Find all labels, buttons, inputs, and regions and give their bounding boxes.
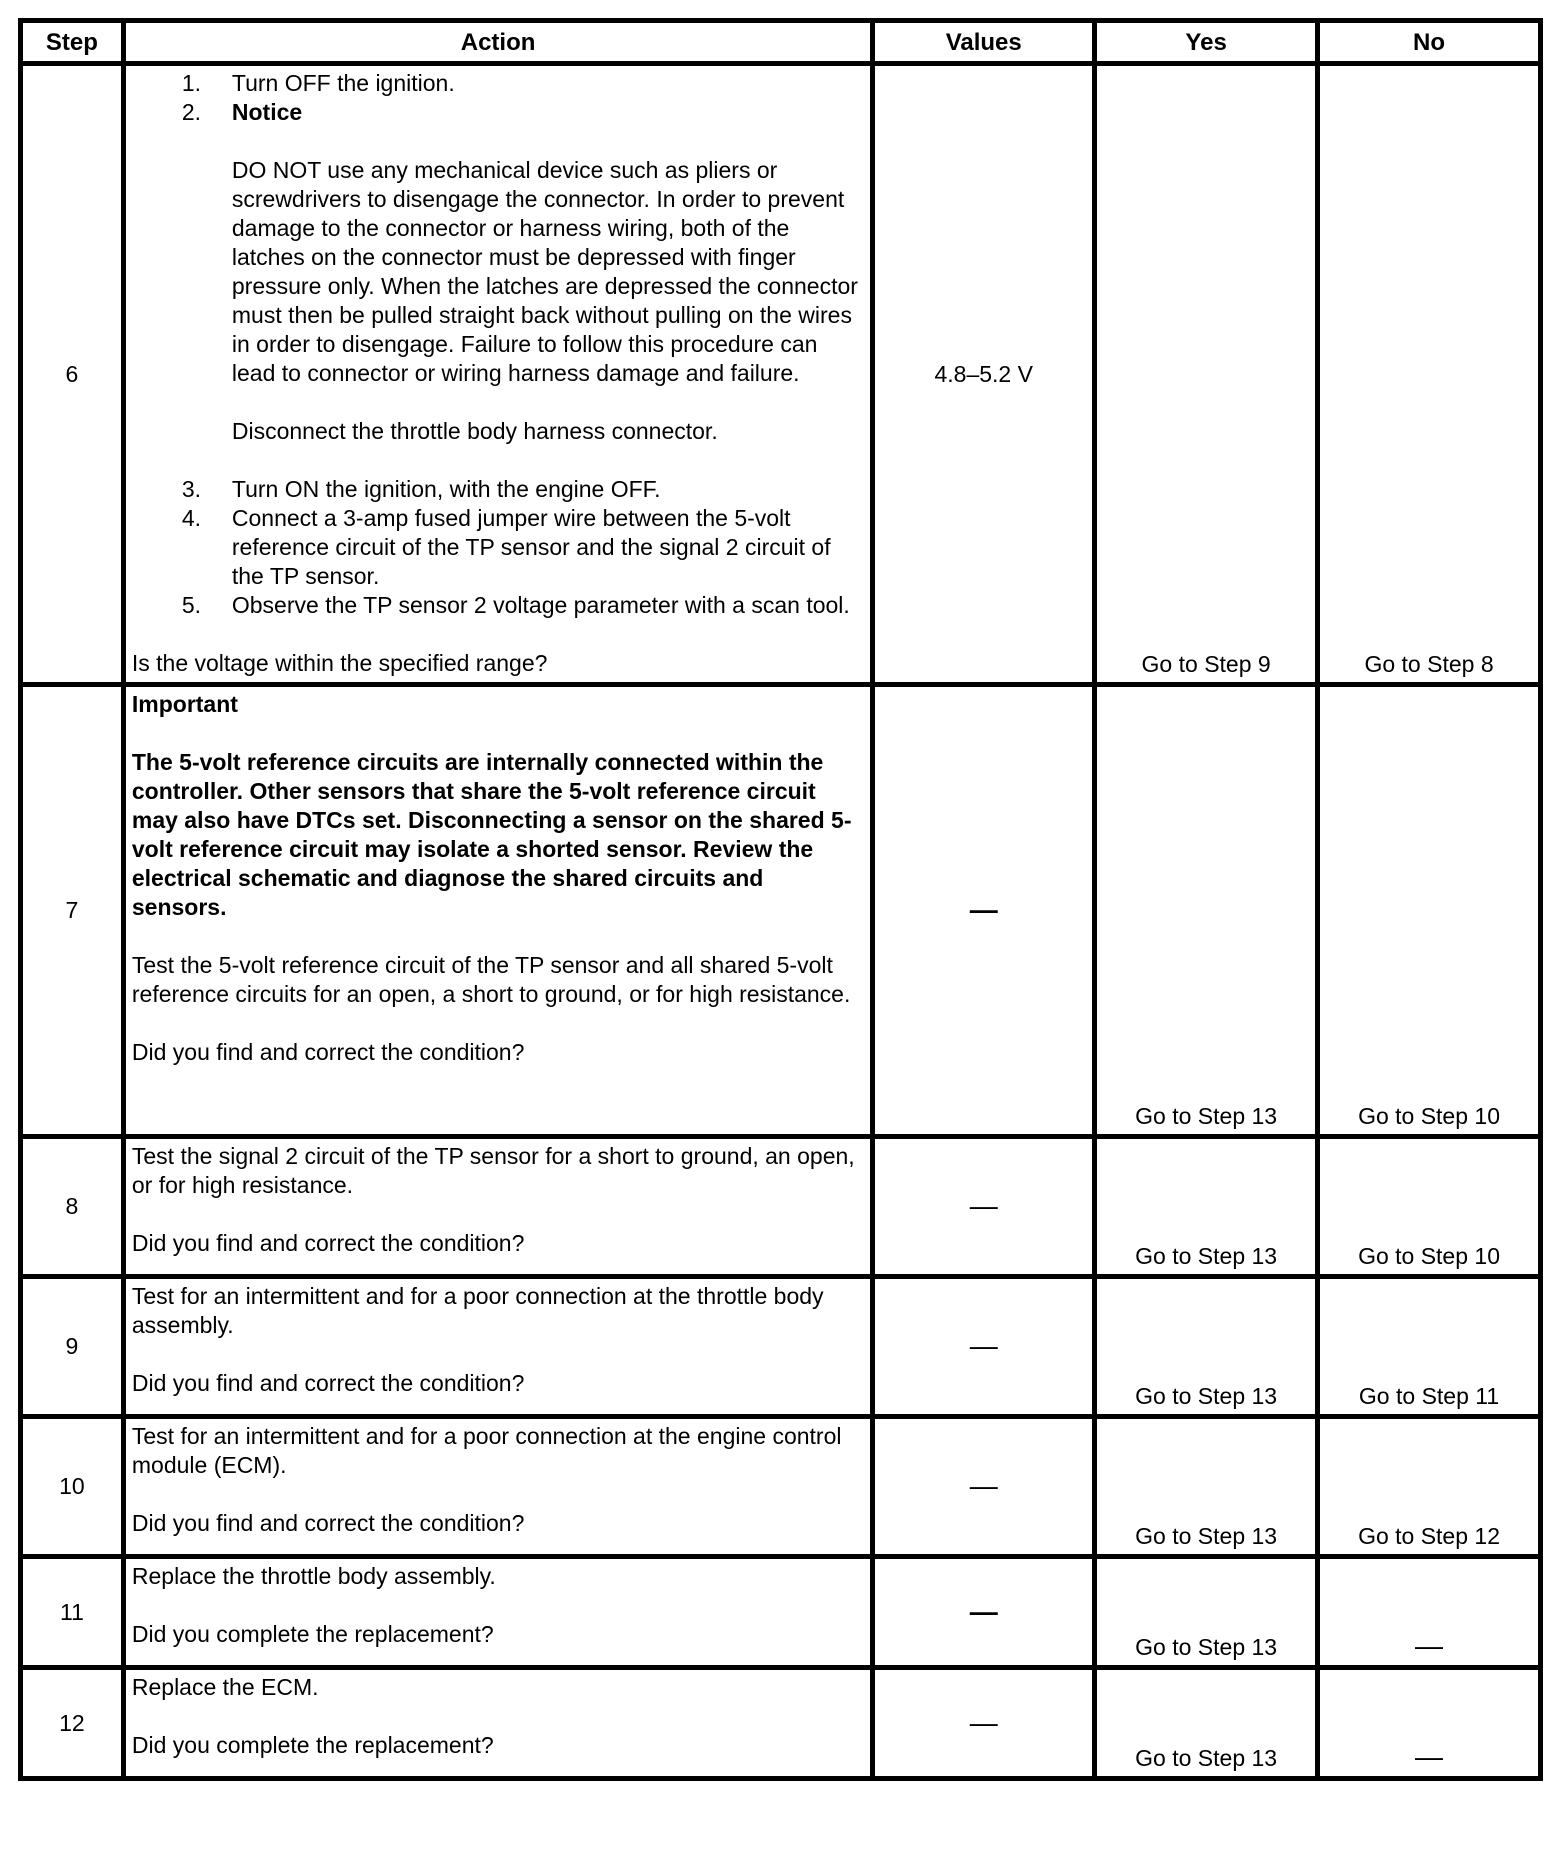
list-text: Connect a 3-amp fused jumper wire between the 5-volt reference circuit of the TP sensor and the signal 2 circuit of the TP sensor. [231,505,831,589]
yes-cell: Go to Step 13 [1095,1668,1318,1779]
step-number: 9 [21,1277,124,1417]
step-number: 11 [21,1557,124,1668]
action-text: Test the 5-volt reference circuit of the TP sensor and all shared 5-volt reference circuits for an open, a short to ground, or for high resistance. [131,952,851,1007]
yes-cell: Go to Step 9 [1095,64,1318,685]
list-item [132,98,864,127]
table-row-step-6 [21,64,1541,685]
table-row-step-10 [21,1417,1541,1557]
yes-cell: Go to Step 13 [1095,1557,1318,1668]
header-step: Step [21,21,124,64]
question-text: Did you complete the replacement? [131,1732,494,1758]
list-text: Turn ON the ignition, with the engine OFF. [231,476,661,502]
no-dash: — [1415,1630,1444,1661]
question-text: Did you find and correct the condition? [131,1230,525,1256]
list-item [132,475,864,504]
table-row-step-11 [21,1557,1541,1668]
list-number: 5. [181,592,202,618]
notice-heading: Notice [231,99,303,125]
header-row [21,21,1541,64]
no-cell [1318,1557,1541,1668]
no-cell [1318,1668,1541,1779]
step-number: 6 [21,64,124,685]
action-cell [123,64,872,685]
list-item [132,591,864,620]
step-number: 7 [21,685,124,1137]
header-values: Values [873,21,1095,64]
values-cell [873,1277,1095,1417]
header-no: No [1318,21,1541,64]
yes-cell: Go to Step 13 [1095,685,1318,1137]
table-row-step-9 [21,1277,1541,1417]
step-number: 12 [21,1668,124,1779]
list-number: 3. [181,476,202,502]
question-text: Did you find and correct the condition? [131,1039,525,1065]
action-cell [123,1137,872,1277]
action-text: Replace the throttle body assembly. [131,1563,496,1589]
value-dash: — [969,1330,998,1361]
values-cell: 4.8–5.2 V [873,64,1095,685]
action-list [132,475,864,620]
action-text: Test for an intermittent and for a poor connection at the engine control module (ECM). [131,1423,842,1478]
action-list [132,69,864,127]
yes-cell: Go to Step 13 [1095,1277,1318,1417]
list-number: 1. [181,70,202,96]
list-item [132,69,864,98]
table-row-step-12 [21,1668,1541,1779]
yes-cell: Go to Step 13 [1095,1417,1318,1557]
list-text: Turn OFF the ignition. [231,70,455,96]
no-cell: Go to Step 12 [1318,1417,1541,1557]
diagnostic-table [18,18,1543,1781]
question-text: Is the voltage within the specified range? [131,650,548,676]
action-cell [123,1277,872,1417]
value-dash: — [969,894,998,925]
question-text: Did you find and correct the condition? [131,1510,525,1536]
action-text: Replace the ECM. [131,1674,319,1700]
value-dash: — [969,1190,998,1221]
values-cell [873,1557,1095,1668]
value-dash: — [969,1470,998,1501]
question-text: Did you find and correct the condition? [131,1370,525,1396]
list-number: 4. [181,505,202,531]
value-dash: — [969,1706,998,1738]
action-cell [123,685,872,1137]
action-text: Test the signal 2 circuit of the TP sensor for a short to ground, an open, or for high resistance. [131,1143,855,1198]
no-cell: Go to Step 11 [1318,1277,1541,1417]
important-heading: Important [131,691,238,717]
values-cell [873,1137,1095,1277]
notice-action: Disconnect the throttle body harness connector. [231,418,718,444]
no-cell: Go to Step 8 [1318,64,1541,685]
important-text: The 5-volt reference circuits are internally connected within the controller. Other sensors that share the 5-volt reference circuit may also have DTCs set. Disconnecting a sensor on the shared 5-volt reference circuit may isolate a shorted sensor. Review the electrical schematic and diagnose the shared circuits and sensors. [131,749,852,920]
question-text: Did you complete the replacement? [131,1621,494,1647]
step-number: 8 [21,1137,124,1277]
action-cell [123,1557,872,1668]
list-number: 2. [181,99,202,125]
action-cell [123,1668,872,1779]
header-action: Action [123,21,872,64]
value-dash: — [969,1595,998,1627]
table-row-step-7 [21,685,1541,1137]
values-cell [873,1668,1095,1779]
yes-cell: Go to Step 13 [1095,1137,1318,1277]
action-text: Test for an intermittent and for a poor connection at the throttle body assembly. [131,1283,824,1338]
values-cell [873,1417,1095,1557]
step-number: 10 [21,1417,124,1557]
action-cell [123,1417,872,1557]
no-dash: — [1415,1741,1444,1772]
no-cell: Go to Step 10 [1318,685,1541,1137]
notice-text: DO NOT use any mechanical device such as pliers or screwdrivers to disengage the connector. In order to prevent damage to the connector or harness wiring, both of the latches on the connector must be depressed with finger pressure only. When the latches are depressed the connector must then be pulled straight back without pulling on the wires in order to disengage. Failure to follow this procedure can lead to connector or wiring harness damage and failure. [231,157,858,386]
table-row-step-8 [21,1137,1541,1277]
list-item [132,504,864,591]
no-cell: Go to Step 10 [1318,1137,1541,1277]
list-text: Observe the TP sensor 2 voltage parameter with a scan tool. [231,592,850,618]
values-cell [873,685,1095,1137]
header-yes: Yes [1095,21,1318,64]
